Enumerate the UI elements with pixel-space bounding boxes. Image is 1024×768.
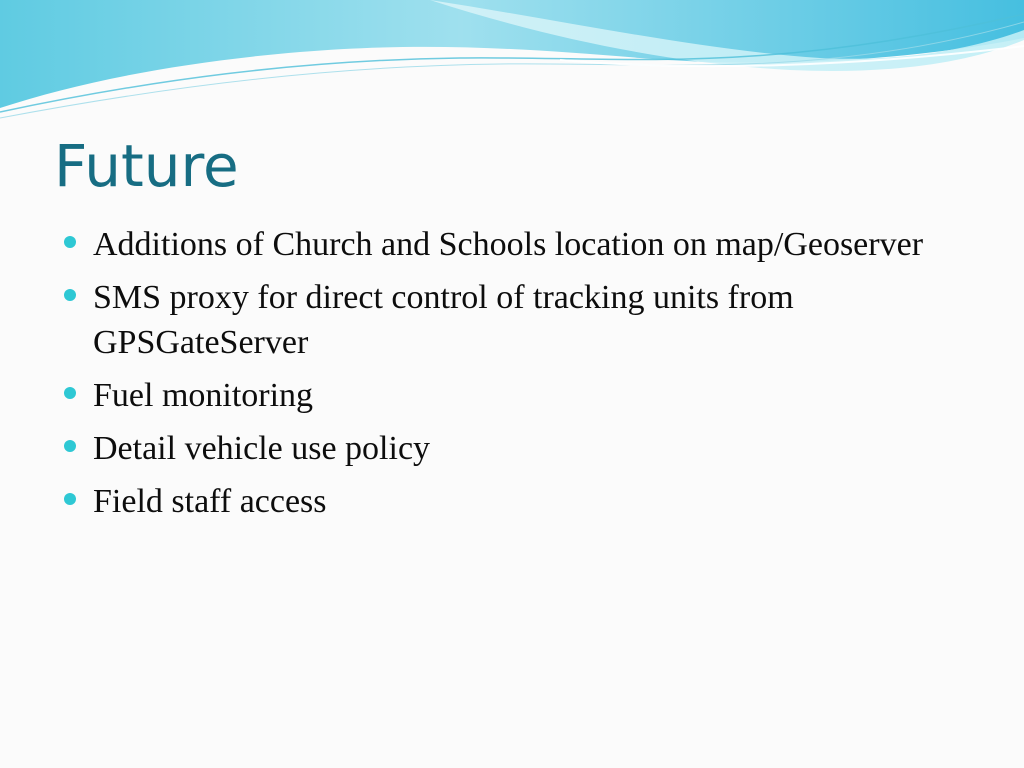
bullet-text: Field staff access	[93, 483, 327, 520]
bullet-item-vehicle-policy	[64, 426, 944, 471]
bullet-item-sms-proxy	[64, 275, 944, 365]
bullet-text: SMS proxy for direct control of tracking units from GPSGateServer	[93, 279, 794, 361]
bullet-icon	[64, 493, 76, 505]
slide-title: Future	[54, 132, 239, 200]
bullet-item-church-schools	[64, 222, 944, 267]
bullet-list	[64, 222, 944, 532]
decorative-wave-header	[0, 0, 1024, 130]
bullet-icon	[64, 289, 76, 301]
bullet-item-fuel-monitoring	[64, 373, 944, 418]
bullet-icon	[64, 236, 76, 248]
bullet-item-field-staff	[64, 479, 944, 524]
bullet-text: Detail vehicle use policy	[93, 430, 431, 467]
bullet-icon	[64, 387, 76, 399]
bullet-text: Fuel monitoring	[93, 377, 314, 414]
bullet-icon	[64, 440, 76, 452]
bullet-text: Additions of Church and Schools location on map/Geoserver	[93, 226, 924, 263]
